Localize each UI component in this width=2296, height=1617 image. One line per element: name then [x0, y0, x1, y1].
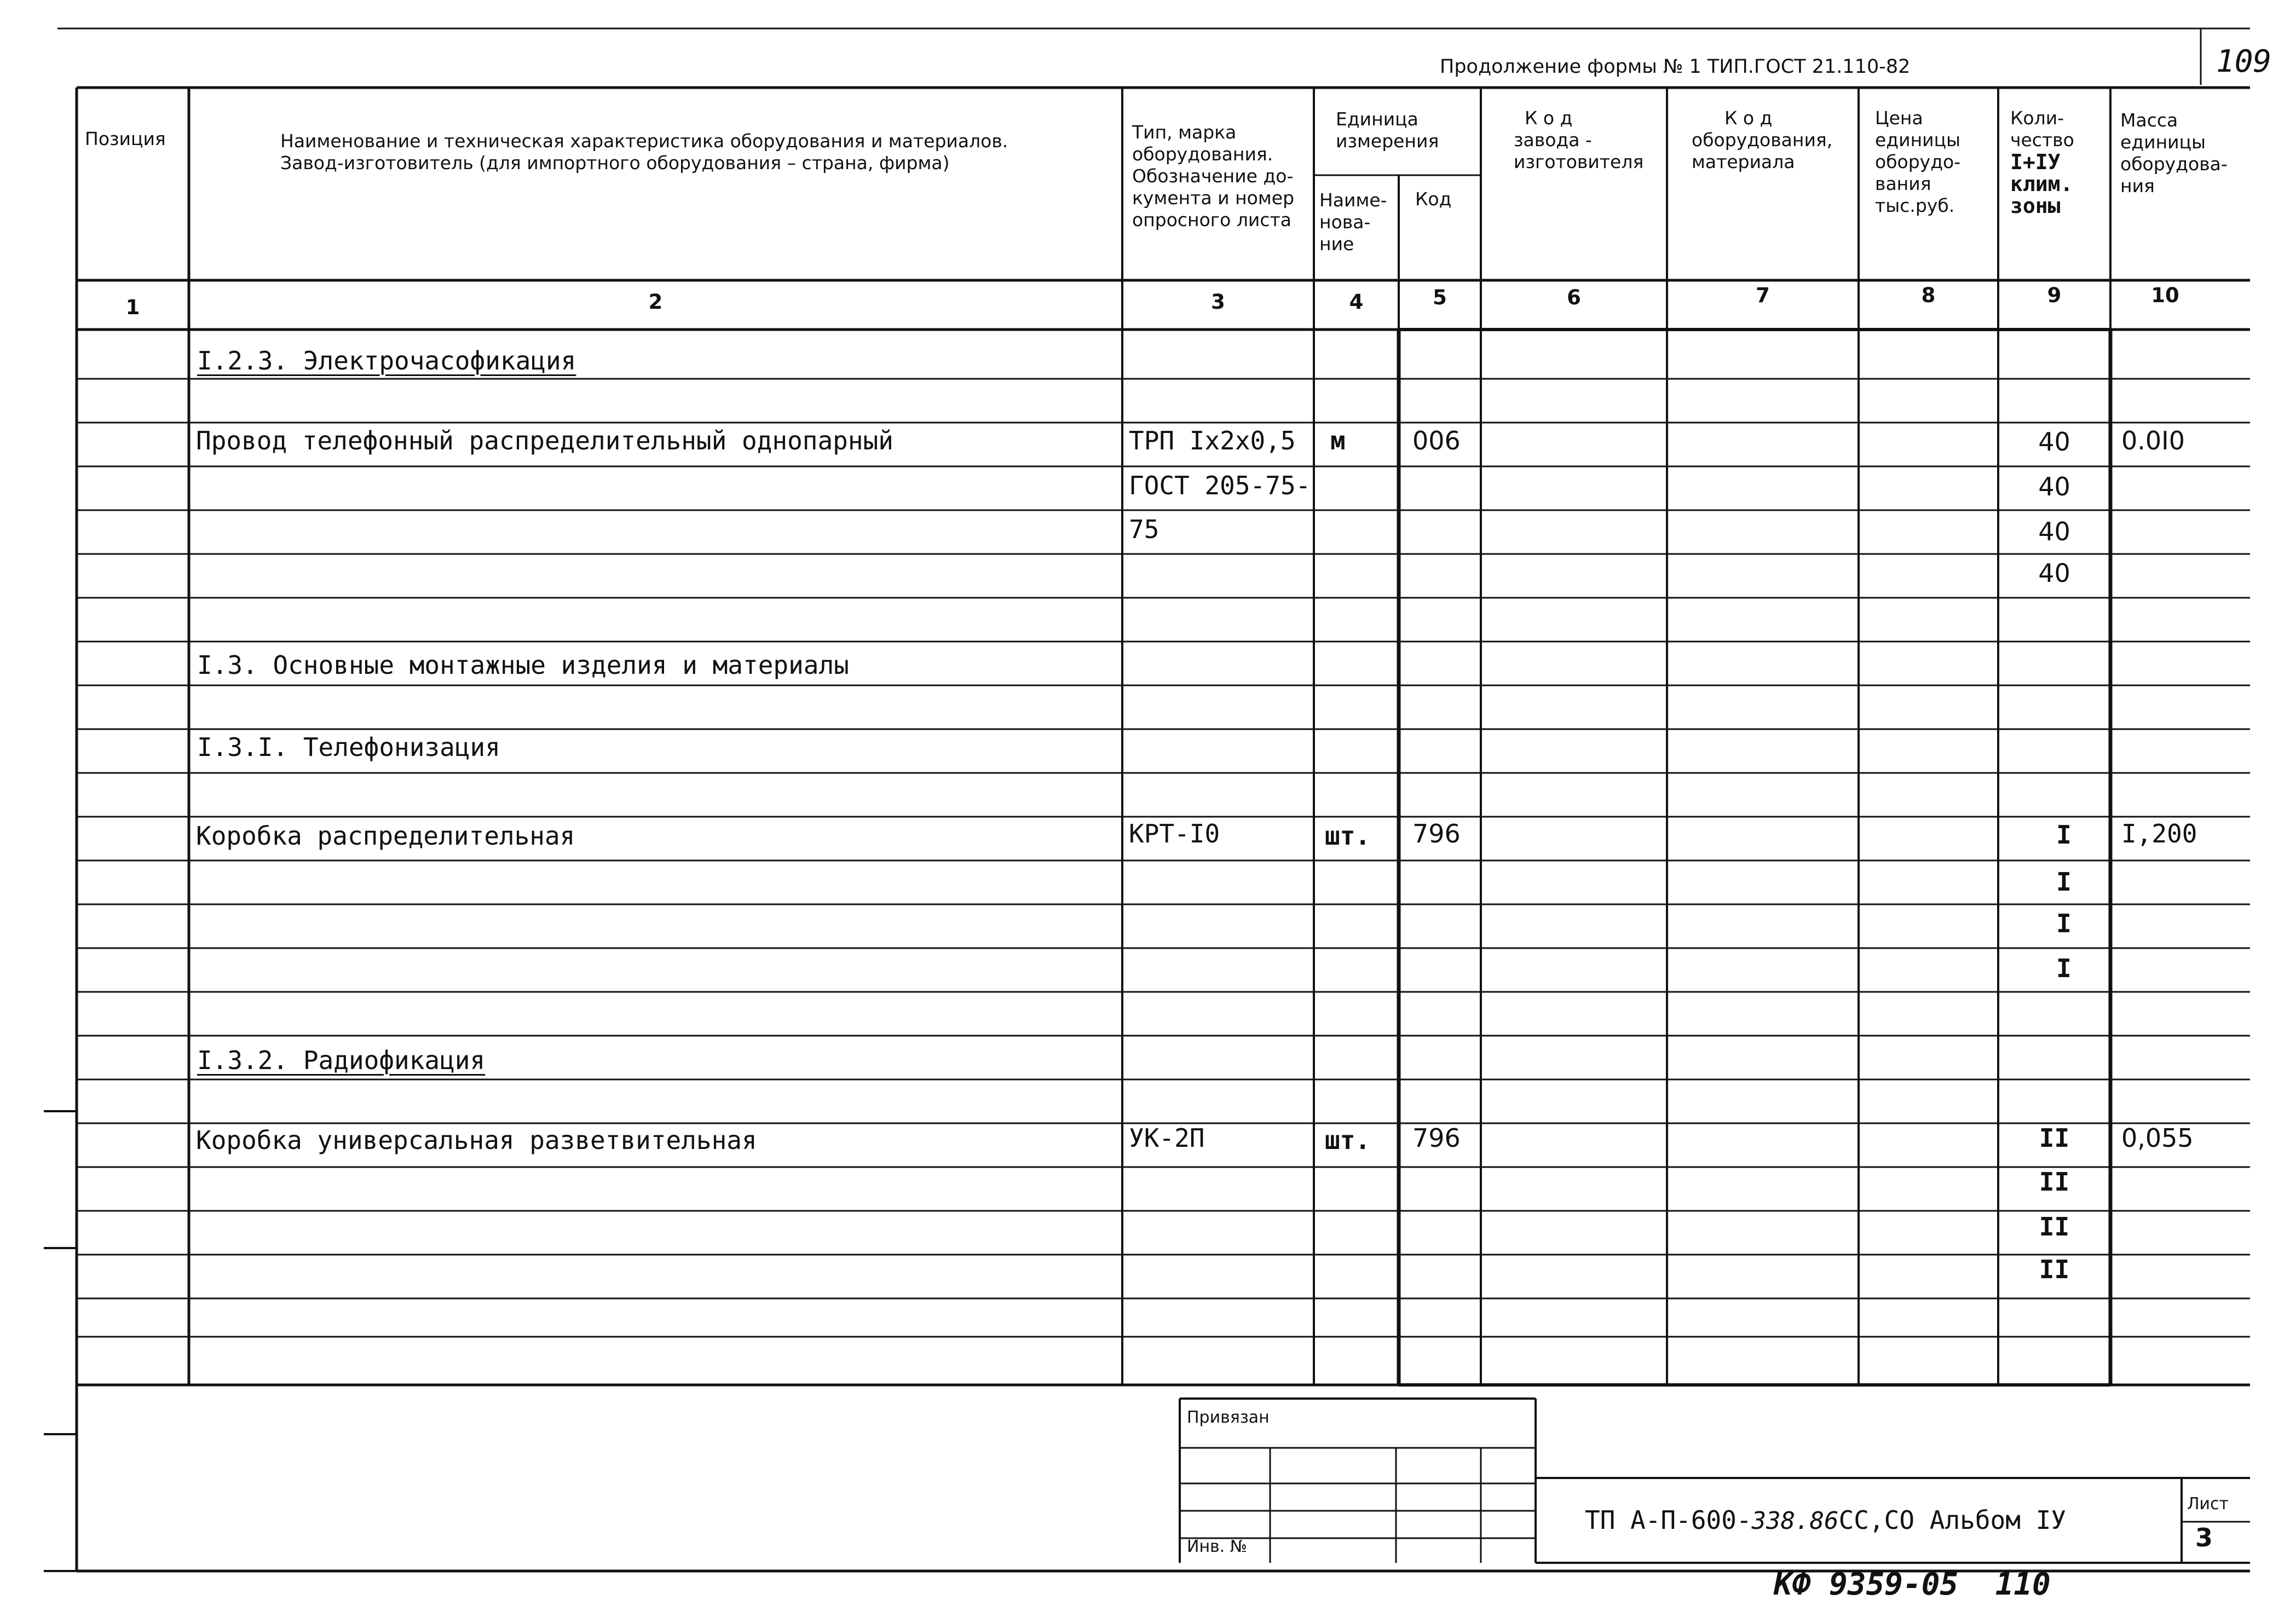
header-unit-name-l1: Наиме- — [1319, 189, 1387, 211]
header-unit-l1: Единица — [1336, 108, 1418, 130]
header-quantity-l2: чество — [2010, 129, 2074, 151]
header-quantity-l4: клим. — [2010, 172, 2073, 196]
wire-type-2: ГОСТ 205-75- — [1129, 471, 1311, 500]
ubox-code: 796 — [1412, 1123, 1461, 1153]
ubox-name: Коробка универсальная разветвительная — [196, 1125, 757, 1155]
header-equipment-l2: оборудования, — [1692, 129, 1833, 151]
ubox-qty-2: II — [2039, 1167, 2070, 1197]
header-mass — [2120, 109, 2228, 197]
ubox-mass: 0,055 — [2121, 1123, 2194, 1153]
wire-code: 006 — [1412, 426, 1461, 455]
wire-type-3: 75 — [1129, 515, 1159, 544]
inventory-number-label: Инв. № — [1187, 1537, 1248, 1556]
header-unit-name-l3: ние — [1319, 233, 1354, 255]
header-type-l2: оборудования. — [1132, 143, 1273, 165]
privyazan-label: Привязан — [1187, 1408, 1270, 1427]
header-price-l2: единицы — [1875, 129, 1961, 151]
header-mass-l1: Масса — [2120, 109, 2178, 131]
header-name-line1: Наименование и техническая характеристика оборудования и материалов. — [280, 130, 1008, 152]
box-type: КРТ-I0 — [1129, 819, 1220, 848]
box-unit: шт. — [1325, 821, 1371, 851]
header-price — [1875, 107, 1960, 217]
section-1-3-1: I.3.I. Телефонизация — [197, 732, 500, 762]
header-factory-code — [1514, 107, 1643, 173]
ubox-unit: шт. — [1325, 1125, 1371, 1155]
header-quantity-l3: I+IУ — [2010, 150, 2061, 174]
col-number-10: 10 — [2151, 284, 2179, 307]
header-type-l1: Тип, марка — [1132, 122, 1237, 143]
header-price-l5: тыс.руб. — [1875, 195, 1955, 216]
wire-qty-4: 40 — [2038, 558, 2070, 588]
ubox-qty-4: II — [2039, 1255, 2070, 1284]
header-price-l3: оборудо- — [1875, 151, 1961, 172]
wire-type-1: ТРП Iх2х0,5 — [1129, 426, 1296, 455]
wire-qty-1: 40 — [2038, 427, 2070, 457]
box-code: 796 — [1412, 819, 1461, 848]
header-unit-group — [1336, 108, 1439, 152]
header-type — [1132, 122, 1294, 231]
header-equipment-l1: К о д — [1724, 107, 1773, 129]
box-qty-3: I — [2056, 909, 2072, 938]
col-number-3: 3 — [1211, 290, 1225, 314]
header-unit-code: Код — [1415, 188, 1452, 210]
col-number-7: 7 — [1756, 284, 1770, 307]
bottom-stamp: КФ 9359-05 110 — [1774, 1567, 2051, 1602]
document-code-prefix: ТП А-П-600- — [1585, 1505, 1752, 1535]
header-equipment-l3: материала — [1692, 151, 1795, 172]
box-qty-2: I — [2056, 867, 2072, 897]
section-1-2-3: I.2.3. Электрочасофикация — [197, 346, 576, 376]
box-qty-1: I — [2056, 820, 2072, 850]
document-code — [1585, 1505, 2066, 1535]
box-name: Коробка распределительная — [196, 821, 575, 851]
box-qty-4: I — [2056, 954, 2072, 983]
wire-name: Провод телефонный распределительный однопарный — [196, 426, 893, 455]
wire-qty-3: 40 — [2038, 517, 2070, 546]
document-code-handwritten: 338.86 — [1751, 1507, 1839, 1535]
section-1-3-2: I.3.2. Радиофикация — [197, 1046, 486, 1075]
header-factory-l2: завода - — [1514, 129, 1592, 151]
document-code-suffix: СС,СО Альбом IУ — [1838, 1505, 2067, 1535]
header-price-l4: вания — [1875, 173, 1931, 194]
col-number-5: 5 — [1433, 286, 1447, 309]
col-number-1: 1 — [125, 296, 140, 319]
col-number-4: 4 — [1349, 290, 1364, 314]
header-factory-l1: К о д — [1525, 107, 1573, 129]
header-mass-l4: ния — [2120, 175, 2155, 197]
header-factory-l3: изготовителя — [1514, 151, 1644, 172]
header-quantity-l1: Коли- — [2010, 107, 2064, 129]
ubox-qty-1: II — [2039, 1123, 2070, 1153]
ubox-qty-3: II — [2039, 1212, 2070, 1241]
continuation-title: Продолжение формы № 1 ТИП.ГОСТ 21.110-82 — [1440, 56, 1911, 78]
box-mass: I,200 — [2121, 819, 2197, 848]
header-unit-l2: измерения — [1336, 130, 1439, 152]
section-1-3: I.3. Основные монтажные изделия и материалы — [197, 650, 849, 680]
header-type-l3: Обозначение до- — [1132, 165, 1294, 187]
col-number-8: 8 — [1921, 284, 1936, 307]
header-mass-l2: единицы — [2120, 131, 2206, 153]
header-equipment-code — [1692, 107, 1832, 173]
header-name-line2: Завод-изготовитель (для импортного оборудования – страна, фирма) — [280, 152, 950, 174]
wire-unit: м — [1330, 426, 1346, 455]
wire-qty-2: 40 — [2038, 472, 2070, 501]
header-type-l4: кумента и номер — [1132, 187, 1295, 209]
col-number-9: 9 — [2047, 284, 2062, 307]
corner-number: 109 — [2216, 44, 2272, 79]
header-price-l1: Цена — [1875, 107, 1923, 129]
col-number-2: 2 — [648, 290, 663, 314]
header-unit-name-l2: нова- — [1319, 211, 1371, 233]
sheet-label: Лист — [2187, 1494, 2229, 1514]
ubox-type: УК-2П — [1129, 1123, 1205, 1153]
col-number-6: 6 — [1567, 286, 1581, 309]
header-mass-l3: оборудова- — [2120, 153, 2228, 175]
wire-mass: 0.0I0 — [2121, 426, 2185, 455]
sheet-number: 3 — [2195, 1523, 2213, 1552]
header-unit-name — [1319, 189, 1387, 255]
header-quantity-l5: зоны — [2010, 194, 2061, 218]
header-position: Позиция — [85, 128, 166, 149]
header-type-l5: опросного листа — [1132, 209, 1291, 230]
header-quantity — [2010, 107, 2074, 217]
